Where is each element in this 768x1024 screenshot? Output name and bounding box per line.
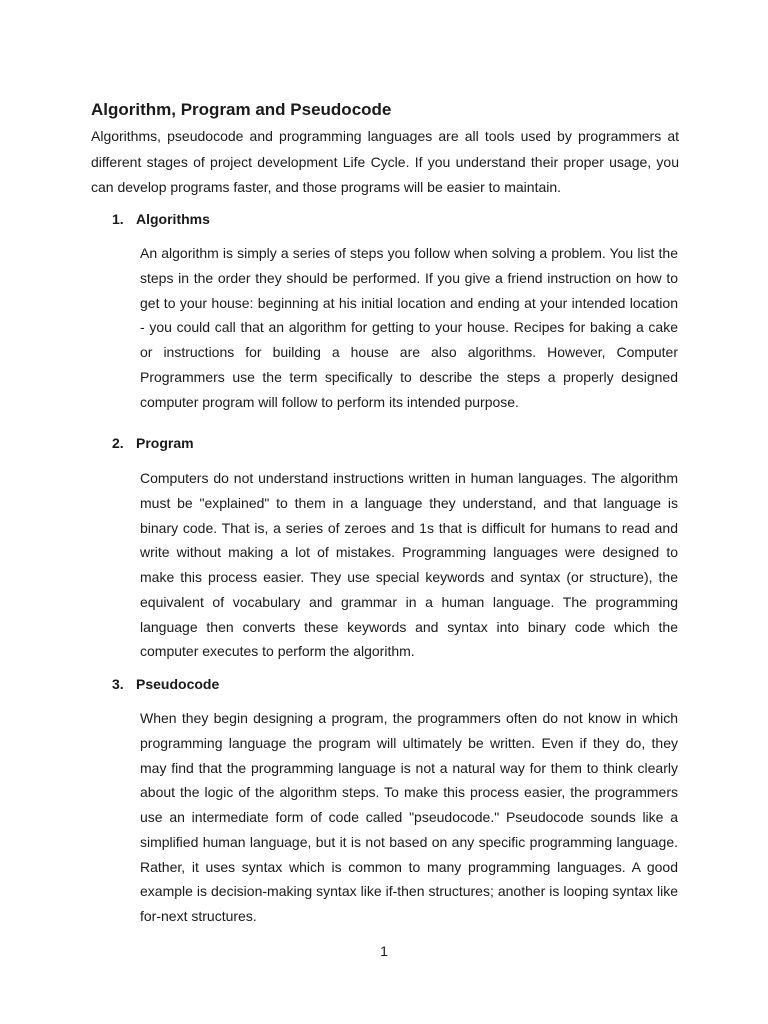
section-heading-program xyxy=(112,433,194,453)
section-title: Algorithms xyxy=(136,211,210,227)
section-title: Program xyxy=(136,435,194,451)
page-number: 1 xyxy=(380,943,388,959)
section-number: 1. xyxy=(112,211,124,227)
section-body-algorithms: An algorithm is simply a series of steps you follow when solving a problem. You list the steps in the order they should be performed. If you give a friend instruction on how to get to your house: beginning at his initial location and ending at your intended location - you could call that an algorithm for getting to your house. Recipes for baking a cake or instructions for building a house are also algorithms. However, Computer Programmers use the term specifically to describe the steps a properly designed computer program will follow to perform its intended purpose. xyxy=(140,245,678,410)
page-title: Algorithm, Program and Pseudocode xyxy=(91,100,392,119)
section-body-pseudocode: When they begin designing a program, the programmers often do not know in which programming language the program will ultimately be written. Even if they do, they may find that the programming language is not a natural way for them to think clearly about the logic of the algorithm steps. To make this process easier, the programmers use an intermediate form of code called "pseudocode." Pseudocode sounds like a simplified human language, but it is not based on any specific programming language. Rather, it uses syntax which is common to many programming languages. A good example is decision-making syntax like if-then structures; another is looping syntax like for-next structures. xyxy=(140,710,678,924)
intro-paragraph: Algorithms, pseudocode and programming languages are all tools used by programmers at different stages of project development Life Cycle. If you understand their proper usage, you can develop programs faster, and those programs will be easier to maintain. xyxy=(91,128,679,195)
section-number: 2. xyxy=(112,435,124,451)
section-body-program: Computers do not understand instructions written in human languages. The algorithm must be "explained" to them in a language they understand, and that language is binary code. That is, a series of zeroes and 1s that is difficult for humans to read and write without making a lot of mistakes. Programming languages were designed to make this process easier. They use special keywords and syntax (or structure), the equivalent of vocabulary and grammar in a human language. The programming language then converts these keywords and syntax into binary code which the computer executes to perform the algorithm. xyxy=(140,470,678,660)
section-number: 3. xyxy=(112,676,124,692)
section-heading-pseudocode xyxy=(112,674,219,694)
section-heading-algorithms xyxy=(112,209,210,229)
section-title: Pseudocode xyxy=(136,676,220,692)
